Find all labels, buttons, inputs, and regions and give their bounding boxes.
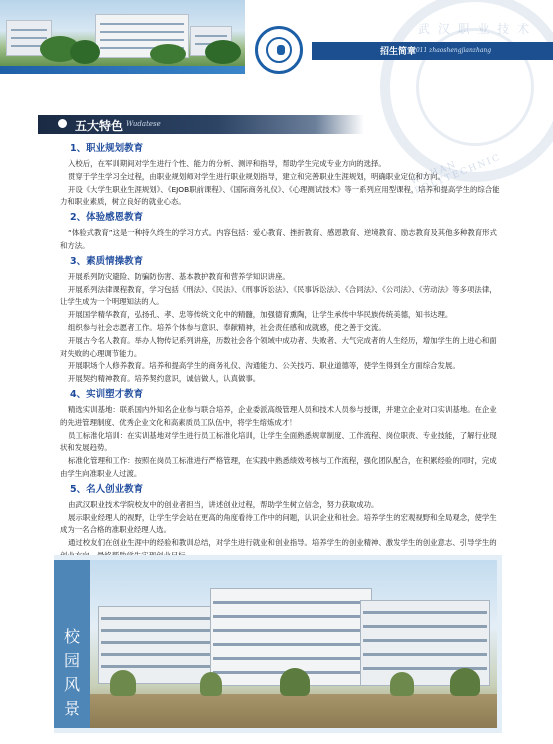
watermark-text-en: WUHAN POLYTECHNIC — [409, 152, 503, 197]
feature-paragraph: 开展古今名人教育。举办人物传记系列讲座，历数社会各个领域中成功者、失败者、大气完成者的人生经历，增加学生的上进心和面对失败的心理调节能力。 — [60, 335, 497, 358]
campus-label-char: 校 — [63, 627, 80, 646]
feature-heading: 4、实训塑才教育 — [70, 388, 144, 400]
campus-label-char: 景 — [63, 699, 80, 718]
brochure-subtitle: 2011 zhaoshengjianzhang — [412, 47, 492, 54]
feature-paragraph: “体验式教育”这是一种持久终生的学习方式。内容包括：爱心教育、挫折教育、感恩教育、逆境教育、励志教育及其他多种教育形式和方法。 — [60, 228, 497, 250]
feature-content — [60, 140, 502, 563]
feature-paragraph: 展示职业经理人的视野，让学生学会站在更高的角度看待工作中的问题，认识企业和社会。培养学生的宏观视野和全局观念，使学生成为一名合格的准职业经理人选。 — [60, 512, 497, 535]
feature-paragraph: 开展职场个人修养教育。培养和提高学生的商务礼仪、沟通能力、公关技巧、职业道德等，使学生得到全方面综合发展。 — [68, 361, 460, 371]
feature-heading: 3、素质情操教育 — [70, 255, 144, 267]
feature-heading: 1、职业规划教育 — [70, 143, 144, 154]
section-subtitle: Wudatese — [126, 120, 161, 128]
campus-label-char: 园 — [63, 651, 80, 670]
feature-paragraph: 通过校友们在创业生涯中的经验和教训总结，对学生进行就业和创业指导。培养学生的创业精神、激发学生的创业意志、引导学生的 — [68, 538, 497, 548]
feature-paragraph: 开展系列法律课程教育，学习包括《刑法》、《民法》、《刑事诉讼法》、《民事诉讼法》、《合同法》、《公司法》、《劳动法》等多项法律，让学生成为一个明理知法的人。 — [60, 284, 497, 307]
feature-paragraph: 精选实训基地：联系国内外知名企业参与联合培养，企业委派高级管理人员和技术人员参与授课，并建立企业对口实训基地。在企业的先进管理制度、优秀企业文化和高素质员工队伍中，将学生熔炼成才！ — [60, 404, 497, 427]
feature-paragraph: 入校后，在军训期间对学生进行个性、能力的分析、测评和指导，帮助学生完成专业方向的选择。 — [68, 159, 386, 168]
feature-paragraph: 开展契约精神教育。培养契约意识，诚信做人，认真做事。 — [68, 374, 261, 384]
section-bullet — [58, 119, 67, 128]
feature-paragraph: 组织参与社会志愿者工作。培养个体参与意识、奉献精神，社会责任感和成就感，使之善于交流。 — [68, 322, 386, 332]
feature-paragraph: 标准化管理和工作：按照在岗员工标准进行严格管理，在实践中熟悉绩效考核与工作流程，强化团队配合，在积累经验的同时，完成由学生向准职业人过渡。 — [60, 456, 497, 478]
feature-paragraph: 贯穿于学生学习全过程，由职业规划师对学生进行职业规划指导，建立和完善职业生涯规划，明确职业定位和方向。 — [68, 171, 445, 181]
campus-label-char: 风 — [63, 675, 80, 694]
section-title: 五大特色 — [75, 119, 124, 133]
header-accent-band — [0, 66, 245, 74]
feature-paragraph: 开展国学精华教育，弘扬孔、孝、忠等传统文化中的精髓，加强德育熏陶，让学生承传中华民族传统美德，知书达理。 — [68, 310, 453, 320]
header-campus-photo — [0, 0, 245, 68]
feature-paragraph: 由武汉职业技术学院校友中的创业者担当，讲述创业过程，帮助学生树立信念，努力获取成功。 — [68, 499, 379, 509]
feature-heading: 2、体验感恩教育 — [70, 212, 144, 224]
campus-building-photo — [90, 560, 497, 728]
feature-paragraph: 开展系列防灾避险、防骗防伤害、基本教护教育和营养学知识讲座。 — [68, 271, 290, 281]
brochure-title: 招生简章 — [380, 47, 417, 57]
feature-paragraph: 开设《大学生职业生涯规划》、《EJOB职前课程》、《国际商务礼仪》、《心理测试技术》等一系列应用型课程，培养和提高学生的综合能力和职业素质，树立良好的就业心态。 — [60, 184, 500, 207]
watermark-text-cn: 武 汉 职 业 技 术 — [418, 22, 532, 36]
feature-paragraph: 员工标准化培训：在实训基地对学生进行员工标准化培训，让学生全面熟悉规章制度、工作流程、岗位职责、专业技能，了解行业现状和发展趋势。 — [60, 430, 497, 453]
feature-heading: 5、名人创业教育 — [70, 483, 144, 495]
school-logo — [255, 26, 303, 74]
ground — [90, 694, 497, 728]
